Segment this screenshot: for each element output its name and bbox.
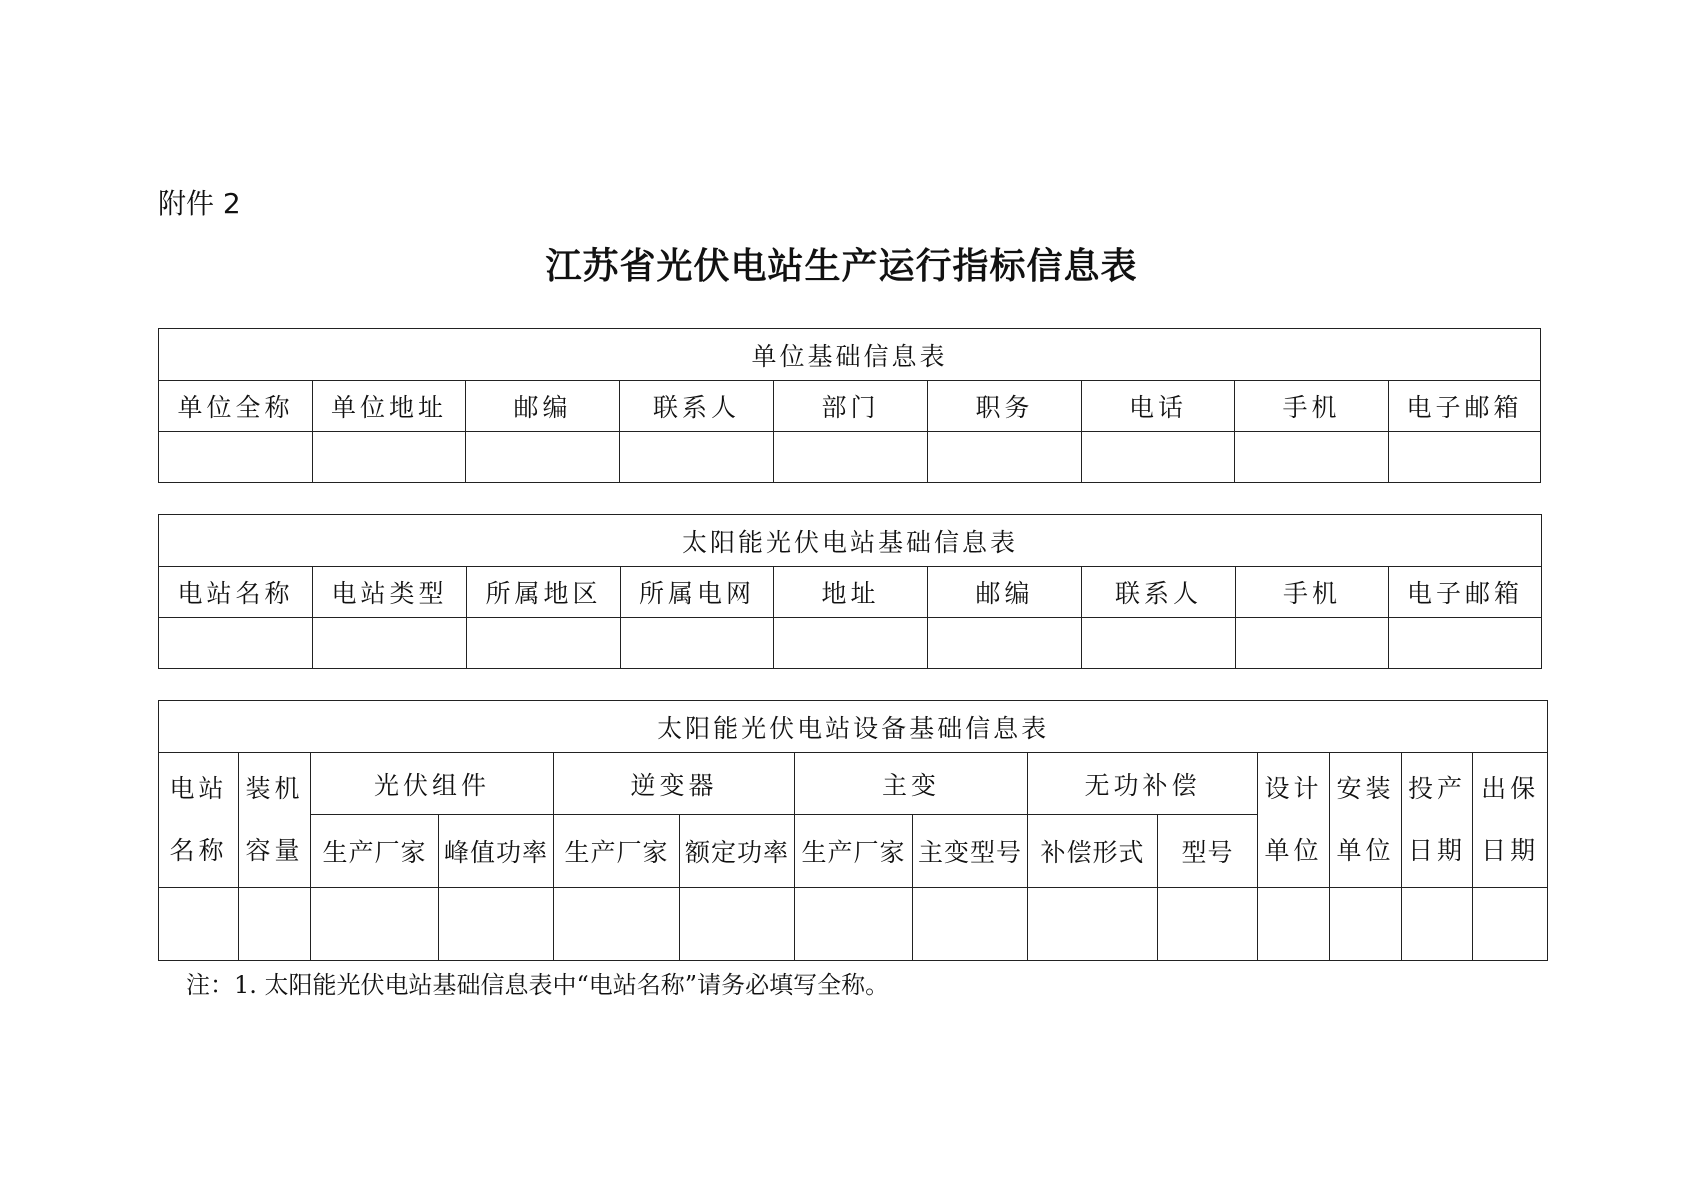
group-header-compensation: 无功补偿 <box>1028 753 1258 815</box>
table-caption: 太阳能光伏电站基础信息表 <box>159 515 1542 567</box>
column-header-warranty-date: 出保 日期 <box>1473 753 1548 888</box>
column-header: 单位全称 <box>159 381 313 432</box>
attachment-label: 附件 2 <box>158 187 241 220</box>
input-cell[interactable] <box>159 432 313 483</box>
table-caption: 单位基础信息表 <box>159 329 1541 381</box>
input-cell[interactable] <box>913 888 1028 961</box>
column-header-commission-date: 投产 日期 <box>1402 753 1473 888</box>
column-header: 峰值功率 <box>439 815 554 888</box>
table-caption: 太阳能光伏电站设备基础信息表 <box>159 701 1548 753</box>
column-header: 部门 <box>774 381 928 432</box>
input-cell[interactable] <box>1236 618 1389 669</box>
header-row <box>159 753 1548 815</box>
input-cell[interactable] <box>680 888 795 961</box>
unit-info-table <box>158 328 1541 483</box>
input-cell[interactable] <box>1158 888 1258 961</box>
input-cell[interactable] <box>1235 432 1389 483</box>
document-title: 江苏省光伏电站生产运行指标信息表 <box>545 245 1138 287</box>
input-cell[interactable] <box>159 618 313 669</box>
column-header: 生产厂家 <box>554 815 680 888</box>
input-cell[interactable] <box>1402 888 1473 961</box>
column-header-capacity: 装机 容量 <box>239 753 311 888</box>
column-header: 生产厂家 <box>311 815 439 888</box>
column-header: 电子邮箱 <box>1389 567 1542 618</box>
data-row <box>159 618 1542 669</box>
group-header-inverter: 逆变器 <box>554 753 795 815</box>
input-cell[interactable] <box>928 432 1082 483</box>
input-cell[interactable] <box>1082 618 1236 669</box>
input-cell[interactable] <box>1473 888 1548 961</box>
column-header: 联系人 <box>1082 567 1236 618</box>
station-info-table <box>158 514 1542 669</box>
data-row <box>159 888 1548 961</box>
column-header: 电话 <box>1082 381 1235 432</box>
input-cell[interactable] <box>774 432 928 483</box>
input-cell[interactable] <box>439 888 554 961</box>
input-cell[interactable] <box>311 888 439 961</box>
column-header-design-unit: 设计 单位 <box>1258 753 1330 888</box>
column-header: 地址 <box>774 567 928 618</box>
input-cell[interactable] <box>928 618 1082 669</box>
header-row <box>159 381 1541 432</box>
column-header: 单位地址 <box>313 381 466 432</box>
input-cell[interactable] <box>620 432 774 483</box>
input-cell[interactable] <box>1028 888 1158 961</box>
input-cell[interactable] <box>1330 888 1402 961</box>
column-header: 邮编 <box>928 567 1082 618</box>
input-cell[interactable] <box>313 618 467 669</box>
input-cell[interactable] <box>239 888 311 961</box>
column-header: 邮编 <box>466 381 620 432</box>
column-header: 所属电网 <box>621 567 774 618</box>
column-header: 生产厂家 <box>795 815 913 888</box>
column-header: 手机 <box>1235 381 1389 432</box>
column-header: 职务 <box>928 381 1082 432</box>
column-header: 所属地区 <box>467 567 621 618</box>
input-cell[interactable] <box>313 432 466 483</box>
column-header: 联系人 <box>620 381 774 432</box>
column-header: 主变型号 <box>913 815 1028 888</box>
header-row <box>159 567 1542 618</box>
column-header: 电站名称 <box>159 567 313 618</box>
column-header-install-unit: 安装 单位 <box>1330 753 1402 888</box>
input-cell[interactable] <box>1258 888 1330 961</box>
equipment-info-table <box>158 700 1548 961</box>
column-header-station-name: 电站 名称 <box>159 753 239 888</box>
column-header: 额定功率 <box>680 815 795 888</box>
input-cell[interactable] <box>1389 618 1542 669</box>
group-header-pv-module: 光伏组件 <box>311 753 554 815</box>
column-header: 型号 <box>1158 815 1258 888</box>
input-cell[interactable] <box>554 888 680 961</box>
input-cell[interactable] <box>467 618 621 669</box>
input-cell[interactable] <box>159 888 239 961</box>
input-cell[interactable] <box>621 618 774 669</box>
column-header: 补偿形式 <box>1028 815 1158 888</box>
input-cell[interactable] <box>1082 432 1235 483</box>
input-cell[interactable] <box>774 618 928 669</box>
group-header-transformer: 主变 <box>795 753 1028 815</box>
column-header: 手机 <box>1236 567 1389 618</box>
column-header: 电站类型 <box>313 567 467 618</box>
footnote: 注：1. 太阳能光伏电站基础信息表中“电站名称”请务必填写全称。 <box>186 971 890 999</box>
input-cell[interactable] <box>1389 432 1541 483</box>
input-cell[interactable] <box>466 432 620 483</box>
data-row <box>159 432 1541 483</box>
column-header: 电子邮箱 <box>1389 381 1541 432</box>
input-cell[interactable] <box>795 888 913 961</box>
